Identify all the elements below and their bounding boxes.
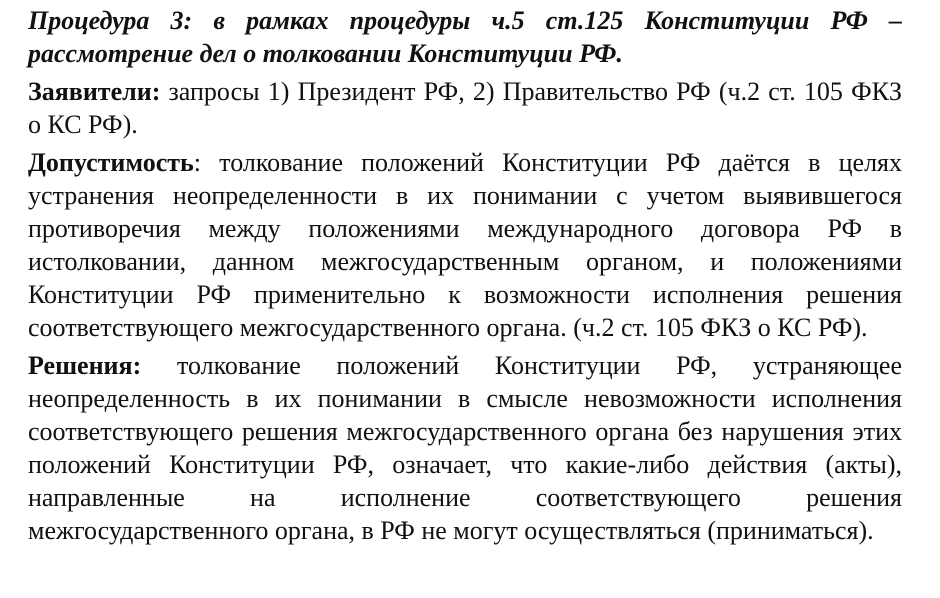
decisions-paragraph — [28, 349, 902, 547]
procedure-heading: Процедура 3: в рамках процедуры ч.5 ст.125 Конституции РФ – рассмотрение дел о толковании Конституции РФ. — [28, 6, 902, 68]
admissibility-paragraph — [28, 146, 902, 344]
decisions-text: толкование положений Конституции РФ, устраняющее неопределенность в их понимании в смысле невозможности исполнения соответствующего решения межгосударственного органа без нарушения этих положений Конституции РФ, означает, что какие-либо действия (акты), направленные на исполнение соответствующего решения межгосударственного органа, в РФ не могут осуществляться (приниматься). — [28, 351, 902, 545]
applicants-label: Заявители: — [28, 77, 161, 106]
document-page — [28, 4, 902, 552]
admissibility-text: : толкование положений Конституции РФ даётся в целях устранения неопределенности в их понимании с учетом выявившегося противоречия между положениями международного договора РФ в истолковании, данном межгосударственным органом, и положениями Конституции РФ применительно к возможности исполнения решения соответствующего межгосударственного органа. (ч.2 ст. 105 ФКЗ о КС РФ). — [28, 148, 902, 342]
admissibility-label: Допустимость — [28, 148, 194, 177]
decisions-label: Решения: — [28, 351, 142, 380]
applicants-paragraph — [28, 75, 902, 141]
applicants-text: запросы 1) Президент РФ, 2) Правительство РФ (ч.2 ст. 105 ФКЗ о КС РФ). — [28, 77, 902, 139]
